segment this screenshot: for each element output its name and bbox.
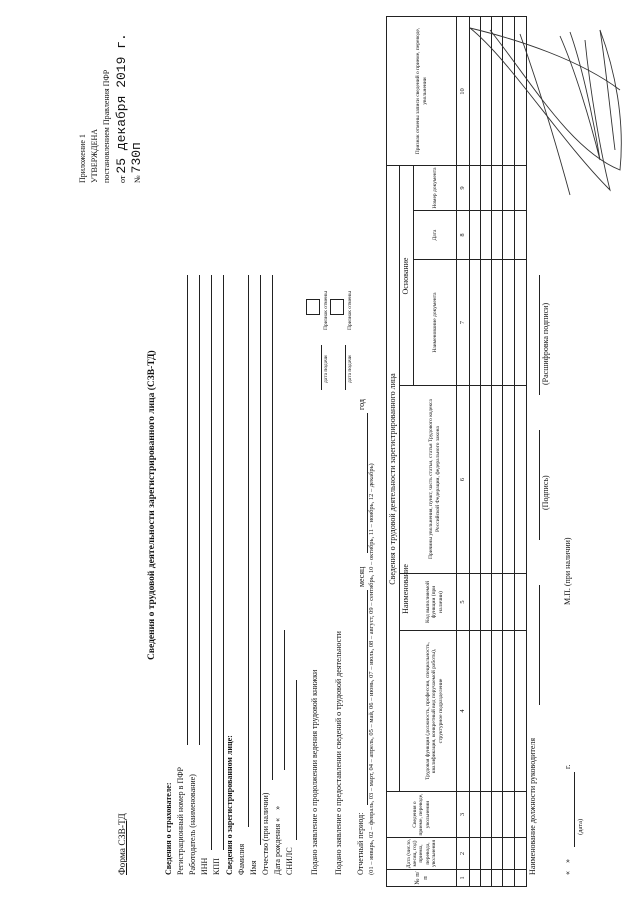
person-snils-label: СНИЛС bbox=[285, 847, 294, 875]
statement-book-date-line bbox=[321, 345, 322, 390]
col-number: 8 bbox=[459, 233, 467, 237]
insurer-inn-label: ИНН bbox=[200, 857, 209, 875]
table-row[interactable] bbox=[481, 17, 491, 886]
insurer-inn-line bbox=[211, 275, 212, 850]
footer-date-caption: (дата) bbox=[577, 818, 584, 835]
person-patronymic-label: Отчество (при наличии) bbox=[261, 792, 270, 875]
statement-book-cancel-caption: Признак отмены bbox=[323, 291, 329, 330]
col-header-function: Трудовая функция (должность, профессия, специальность, квалификация, конкретный вид поручаемой работы), структурное подразделение bbox=[425, 642, 444, 780]
form-code: Форма СЗВ-ТД bbox=[118, 813, 128, 875]
col-number: 6 bbox=[459, 477, 467, 482]
statement-electronic-date-caption: дата подачи bbox=[347, 355, 353, 383]
person-birth-line bbox=[284, 630, 285, 770]
table-caption: Сведения о трудовой деятельности зарегистрированного лица bbox=[388, 373, 398, 585]
col-header-num: № п/п bbox=[414, 871, 429, 885]
col-header-cancel: Признак отмены записи сведений о приеме, переводе, увольнении bbox=[415, 27, 428, 155]
footer-year-suffix: г. bbox=[563, 764, 572, 769]
col-header-doc-name: Наименование документа bbox=[431, 292, 438, 353]
footer-stamp: М.П. (при наличии) bbox=[563, 537, 572, 605]
col-header-doc-date: Дата bbox=[431, 229, 438, 241]
table-row[interactable] bbox=[470, 17, 480, 886]
footer-decoding-line bbox=[539, 275, 540, 395]
labor-table bbox=[386, 16, 527, 887]
person-surname-label: Фамилия bbox=[237, 843, 246, 875]
footer-date: « » bbox=[563, 859, 572, 875]
table-row[interactable] bbox=[503, 17, 514, 886]
statement-electronic-date-line bbox=[345, 345, 346, 390]
col-number: 1 bbox=[459, 876, 467, 880]
period-year: год bbox=[357, 399, 366, 410]
person-name-line bbox=[260, 275, 261, 845]
period-note: (01 – январь, 02 – февраль, 03 – март, 04 – апрель, 05 – май, 06 – июнь, 07 – июль, 08 – август, 09 – сентябрь, 10 – октябрь, 11 – ноябрь, 12 – декабрь) bbox=[368, 463, 375, 875]
statement-book: Подано заявление о продолжении ведения трудовой книжки bbox=[310, 669, 319, 875]
footer-head-position-line bbox=[539, 585, 540, 705]
footer-signature: (Подпись) bbox=[541, 475, 550, 510]
insurer-reg-label: Регистрационный номер в ПФР bbox=[176, 767, 185, 875]
col-number: 5 bbox=[459, 600, 467, 604]
person-heading: Сведения о зарегистрированном лице: bbox=[225, 735, 234, 875]
approval-approved: УТВЕРЖДЕНА bbox=[90, 128, 99, 183]
form-title: Сведения о трудовой деятельности зарегистрированного лица (СЗВ-ТД) bbox=[147, 350, 157, 660]
col-header-code: Код выполняемой функции (при наличии) bbox=[425, 581, 444, 623]
col-header-doc-num: Номер документа bbox=[431, 167, 438, 209]
footer-decoding: (Расшифровка подписи) bbox=[541, 302, 550, 385]
col-number: 2 bbox=[459, 851, 467, 856]
period-label: Отчетный период: bbox=[356, 812, 365, 875]
statement-electronic-cancel-checkbox[interactable] bbox=[330, 299, 344, 315]
insurer-employer-line bbox=[199, 275, 200, 745]
person-surname-line bbox=[248, 275, 249, 827]
insurer-heading: Сведения о страхователе: bbox=[164, 782, 173, 875]
table-row[interactable] bbox=[515, 17, 526, 886]
col-header-date: Дата (число, месяц, год) приема, перевода, увольнения bbox=[405, 838, 437, 869]
approval-number: № 730п bbox=[129, 142, 144, 183]
col-header-reason: Причины увольнения, пункт, часть статьи, статья Трудового кодекса Российской Федерации, федерального закона bbox=[428, 399, 441, 559]
col-number: 10 bbox=[459, 88, 467, 95]
table-group-basis: Основание bbox=[401, 257, 411, 295]
person-snils-line bbox=[296, 680, 297, 840]
person-patronymic-line bbox=[272, 275, 273, 780]
statement-electronic: Подано заявление о предоставлении сведений о трудовой деятельности bbox=[334, 631, 343, 875]
footer-signature-line bbox=[539, 430, 540, 540]
person-birth-label: Дата рождения « » bbox=[273, 805, 282, 875]
approval-date: от 25 декабря 2019 г. bbox=[114, 33, 129, 183]
approval-appendix: Приложение 1 bbox=[78, 134, 87, 183]
statement-book-cancel-checkbox[interactable] bbox=[306, 299, 320, 315]
footer-date-line bbox=[574, 772, 575, 847]
insurer-kpp-label: КПП bbox=[212, 858, 221, 875]
col-number: 9 bbox=[459, 186, 467, 190]
insurer-kpp-line bbox=[223, 275, 224, 850]
table-row[interactable] bbox=[492, 17, 502, 886]
insurer-employer-label: Работодатель (наименование) bbox=[188, 774, 197, 875]
person-name-label: Имя bbox=[249, 860, 258, 875]
col-number: 4 bbox=[459, 709, 467, 713]
statement-book-date-caption: дата подачи bbox=[323, 355, 329, 383]
col-number: 3 bbox=[459, 812, 467, 817]
statement-electronic-cancel-caption: Признак отмены bbox=[347, 291, 353, 330]
period-month: месяц bbox=[357, 566, 366, 587]
insurer-reg-line bbox=[187, 275, 188, 745]
col-header-event: Сведения о приеме, переводе, увольнении bbox=[412, 793, 431, 836]
table-group-name: Наименование bbox=[401, 564, 411, 614]
footer-head-position: Наименование должности руководителя bbox=[528, 737, 537, 875]
col-number: 7 bbox=[459, 320, 467, 325]
approval-resolution: постановлением Правления ПФР bbox=[102, 69, 111, 183]
